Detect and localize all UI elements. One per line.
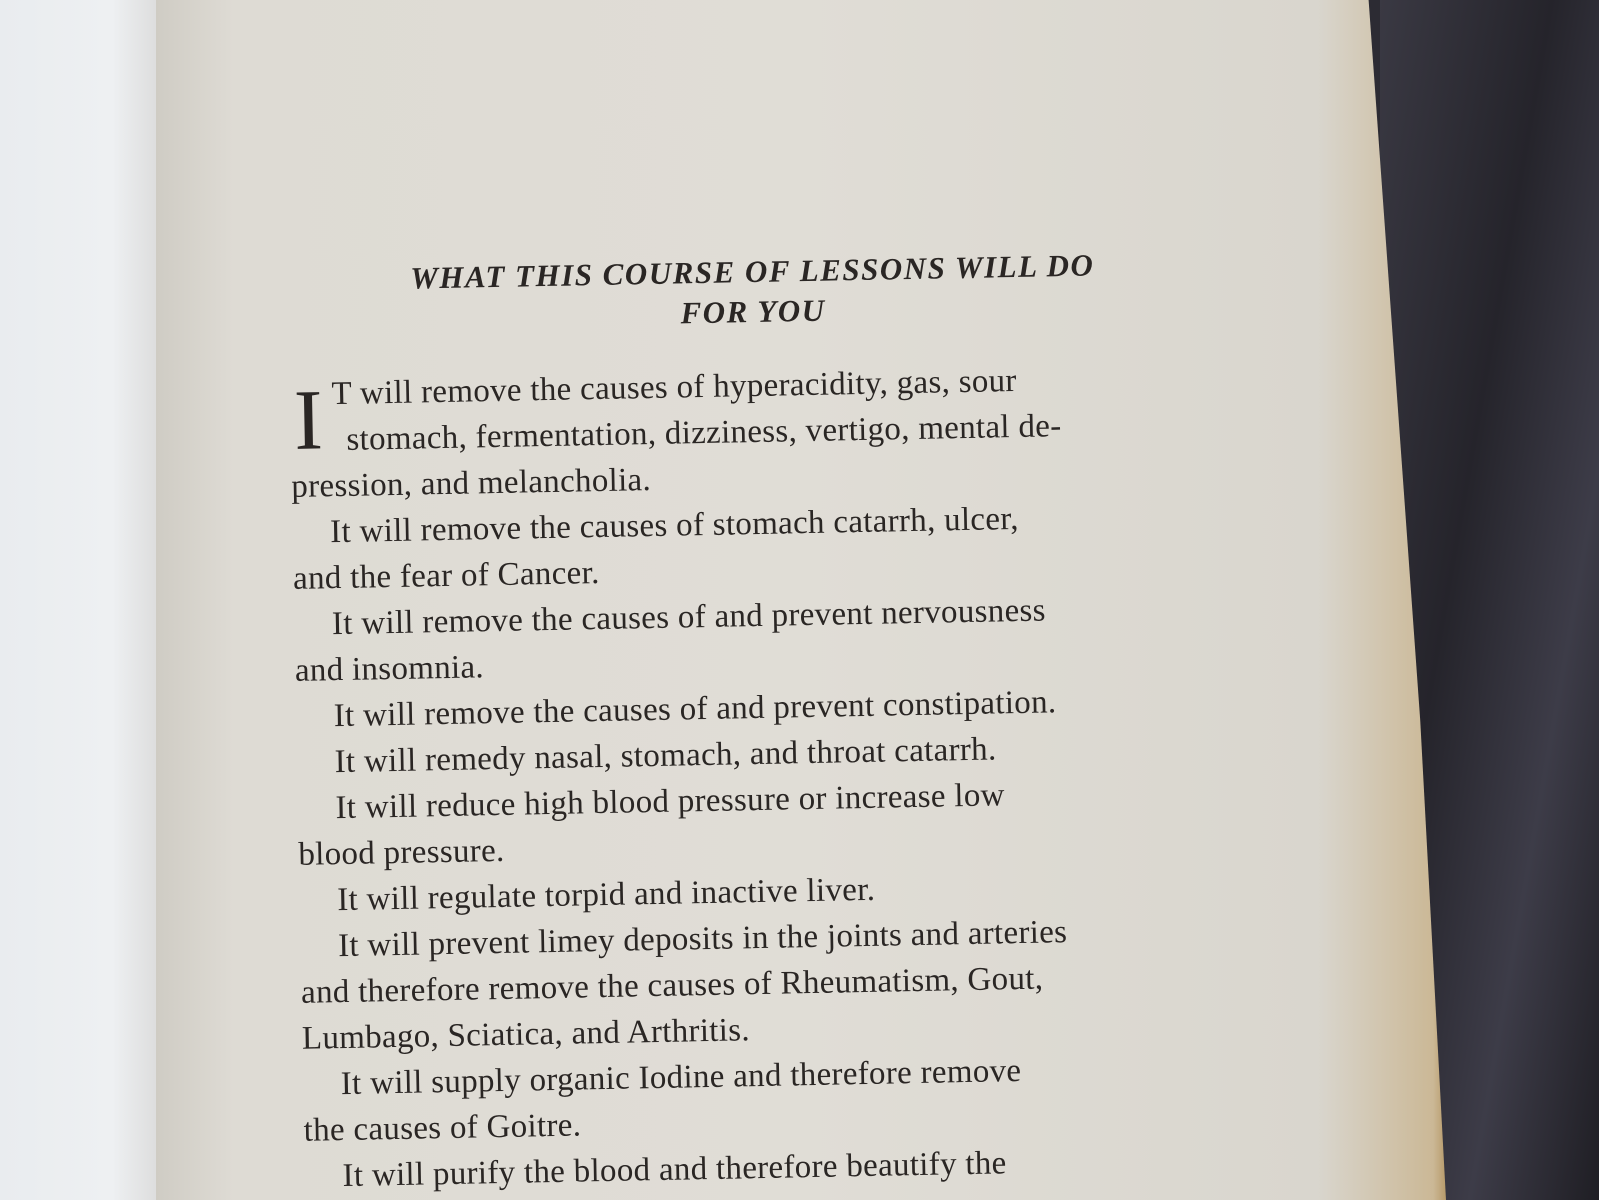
text-line: stomach, fermentation, dizziness, vertigo, mental de- <box>346 408 1062 458</box>
text-line: and therefore remove the causes of Rheumatism, Gout, <box>300 960 1044 1011</box>
heading-line-2: FOR YOU <box>680 292 826 331</box>
text-line: pression, and melancholia. <box>291 462 652 505</box>
text-line: It will remove the causes of and prevent nervousness <box>331 592 1047 643</box>
text-line: blood pressure. <box>298 832 505 873</box>
text-line: the causes of Goitre. <box>303 1107 582 1149</box>
text-line: It will remove the causes of and prevent constipation. <box>333 684 1057 735</box>
text-line: T will remove the causes of hyperacidity, gas, sour <box>331 362 1017 413</box>
text-line: It will supply organic Iodine and therefore remove <box>340 1053 1022 1103</box>
text-line: It will regulate torpid and inactive liver. <box>336 871 876 919</box>
text-line: and the fear of Cancer. <box>292 555 600 597</box>
text-line: It will prevent limey deposits in the joints and arteries <box>337 914 1068 965</box>
heading-line-1: WHAT THIS COURSE OF LESSONS WILL DO <box>409 247 1095 296</box>
text-line: Lumbago, Sciatica, and Arthritis. <box>301 1012 751 1057</box>
text-line: It will remove the causes of stomach catarrh, ulcer, <box>329 500 1020 551</box>
text-line: and insomnia. <box>294 649 485 689</box>
text-line: It will reduce high blood pressure or increase low <box>335 777 1006 827</box>
facing-page <box>0 0 160 1200</box>
text-line: It will remedy nasal, stomach, and throat catarrh. <box>334 731 997 781</box>
drop-cap: I <box>293 371 324 468</box>
text-line: It will purify the blood and therefore beautify the <box>342 1145 1007 1195</box>
